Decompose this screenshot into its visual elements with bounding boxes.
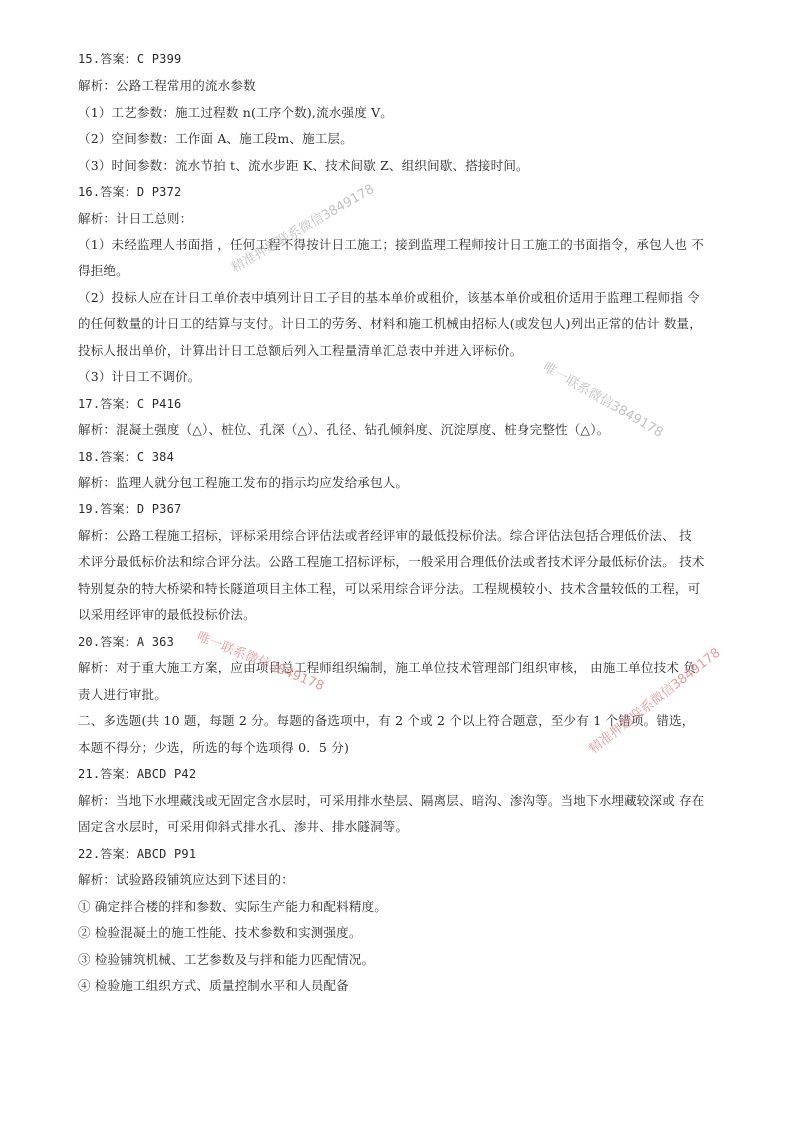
text-line: （1）未经监理人书面指 ，任何工程不得按计日工施工；接到监理工程师按计日工施工的书面指令，承包人也 不: [78, 237, 705, 252]
answer-19: 19.答案：D P367: [78, 502, 182, 516]
list-item: ① 确定拌合楼的拌和参数、实际生产能力和配料精度。: [78, 899, 387, 914]
text-line: 特别复杂的特大桥梁和特长隧道项目主体工程，可以采用综合评分法。工程规模较小、技术含量较低的工程，可: [78, 581, 701, 596]
answer-22: 22.答案：ABCD P91: [78, 847, 197, 861]
text-line: 术评分最低标价法和综合评分法。公路工程施工招标评标，一般采用合理低价法或者技术评分最低标价法。 技术: [78, 554, 705, 569]
explanation-18: 解析：监理人就分包工程施工发布的指示均应发给承包人。: [78, 475, 409, 490]
text-line: 责人进行审批。: [78, 687, 167, 702]
answer-21: 21.答案：ABCD P42: [78, 767, 197, 781]
text-line: （1）工艺参数：施工过程数 n(工序个数),流水强度 V。: [78, 105, 394, 120]
answer-16: 16.答案：D P372: [78, 185, 182, 199]
text-line: （2）空间参数：工作面 A、施工段m、施工层。: [78, 131, 353, 146]
text-line: 本题不得分；少选，所选的每个选项得 0．5 分): [78, 740, 350, 755]
text-line: （2）投标人应在计日工单价表中填列计日工子目的基本单价或租价，该基本单价或租价适用于监理工程师指 令: [78, 290, 700, 305]
answer-15: 15.答案：C P399: [78, 52, 182, 66]
section-heading-multiple-choice: 二、多选题(共 10 题，每题 2 分。每题的备选项中，有 2 个或 2 个以上符合题意，至少有 1 个错项。错选，: [78, 713, 695, 728]
answer-17: 17.答案：C P416: [78, 397, 182, 411]
explanation-21: 解析：当地下水埋藏浅或无固定含水层时，可采用排水垫层、隔离层、暗沟、渗沟等。当地下水埋藏较深或 存在: [78, 793, 705, 808]
explanation-22: 解析：试验路段铺筑应达到下述目的：: [78, 872, 294, 887]
watermark: 唯一联系微信3849178: [194, 629, 327, 695]
explanation-19: 解析：公路工程施工招标，评标采用综合评估法或者经评审的最低投标价法。综合评估法包括合理低价法、 技: [78, 528, 692, 543]
text-line: 得拒绝。: [78, 263, 129, 278]
explanation-15: 解析：公路工程常用的流水参数: [78, 78, 256, 93]
answer-18: 18.答案：C 384: [78, 450, 174, 464]
list-item: ③ 检验铺筑机械、工艺参数及与拌和能力匹配情况。: [78, 952, 375, 967]
text-line: （3）计日工不调价。: [78, 369, 201, 384]
watermark: 精准押题联系微信3849178: [586, 645, 724, 757]
answer-20: 20.答案：A 363: [78, 635, 174, 649]
text-line: 的任何数量的计日工的结算与支付。计日工的劳务、材料和施工机械由招标人(或发包人)列出正常的估计 数量，: [78, 316, 702, 331]
text-line: 投标人报出单价，计算出计日工总额后列入工程量清单汇总表中并进入评标价。: [78, 343, 523, 358]
explanation-16: 解析：计日工总则：: [78, 211, 193, 226]
list-item: ② 检验混凝土的施工性能、技术参数和实测强度。: [78, 925, 362, 940]
text-line: （3）时间参数：流水节拍 t、流水步距 K、技术间歇 Z、组织间歇、搭接时间。: [78, 158, 529, 173]
text-line: 固定含水层时，可采用仰斜式排水孔、渗井、排水隧洞等。: [78, 819, 409, 834]
watermark: 精准押题联系微信3849178: [229, 181, 377, 276]
explanation-20: 解析：对于重大施工方案，应由项目总工程师组织编制，施工单位技术管理部门组织审核， 由施工单位技术 负: [78, 660, 696, 675]
watermark: 唯一联系微信3849178: [540, 359, 666, 441]
explanation-17: 解析：混凝土强度（△）、桩位、孔深（△）、孔径、钻孔倾斜度、沉淀厚度、桩身完整性（△）。: [78, 422, 610, 437]
list-item: ④ 检验施工组织方式、质量控制水平和人员配备: [78, 978, 349, 993]
text-line: 以采用经评审的最低投标价法。: [78, 607, 256, 622]
